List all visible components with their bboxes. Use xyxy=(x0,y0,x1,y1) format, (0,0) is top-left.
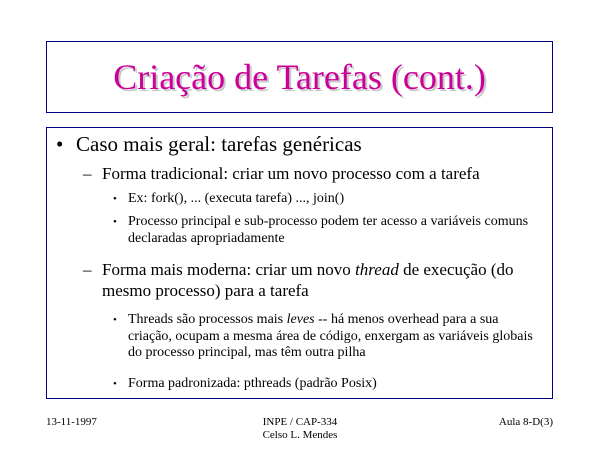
sub-sub-bullet-pthreads-text: Forma padronizada: pthreads (padrão Posix) xyxy=(128,376,377,391)
text-segment: Threads são processos mais xyxy=(128,312,287,327)
sub-sub-bullet-threads-text xyxy=(113,312,545,362)
small-bullet-icon: • xyxy=(113,216,117,228)
sub-sub-bullet-threads xyxy=(113,312,545,362)
bullet-level1-text: Caso mais geral: tarefas genéricas xyxy=(76,132,362,156)
sub-sub-bullet-shared-vars-text: Processo principal e sub-processo podem ter acesso a variáveis comuns declaradas apropriadamente xyxy=(128,214,529,246)
dash-icon: – xyxy=(83,260,92,279)
footer-center xyxy=(210,416,390,442)
sub-sub-bullet-shared-vars xyxy=(113,214,545,247)
small-bullet-icon: • xyxy=(113,193,117,205)
sub-bullet-traditional-text: Forma tradicional: criar um novo processo com a tarefa xyxy=(102,164,480,183)
title-box xyxy=(46,41,553,113)
sub-bullet-modern xyxy=(83,259,543,301)
small-bullet-icon: • xyxy=(113,314,117,326)
sub-sub-bullet-pthreads xyxy=(113,376,545,393)
sub-bullet-traditional xyxy=(83,163,543,184)
footer-slide-number: Aula 8-D(3) xyxy=(498,416,553,428)
emphasis-leves: leves xyxy=(286,312,315,327)
bullet-icon: • xyxy=(56,132,64,156)
sub-sub-bullet-fork xyxy=(113,191,545,208)
text-segment: -- há menos overhead para a sua criação, ocupam a mesma área de código, enxergam as variáveis globais do processo principal, mas têm outra pilha xyxy=(128,312,533,360)
footer-institution: INPE / CAP-334 xyxy=(262,416,338,428)
footer-date: 13-11-1997 xyxy=(46,416,97,428)
sub-bullet-modern-text xyxy=(83,259,543,301)
content-box xyxy=(46,127,553,399)
emphasis-thread: thread xyxy=(355,260,399,279)
bullet-level1 xyxy=(56,132,362,157)
sub-sub-bullet-fork-text: Ex: fork(), ... (executa tarefa) ..., join() xyxy=(128,191,345,206)
text-segment: Forma mais moderna: criar um novo xyxy=(102,260,356,279)
text-segment: de execução (do mesmo processo) para a tarefa xyxy=(102,260,514,300)
slide-title: Criação de Tarefas (cont.) xyxy=(113,57,486,97)
dash-icon: – xyxy=(83,164,92,183)
footer-author: Celso L. Mendes xyxy=(262,429,338,441)
small-bullet-icon: • xyxy=(113,378,117,390)
